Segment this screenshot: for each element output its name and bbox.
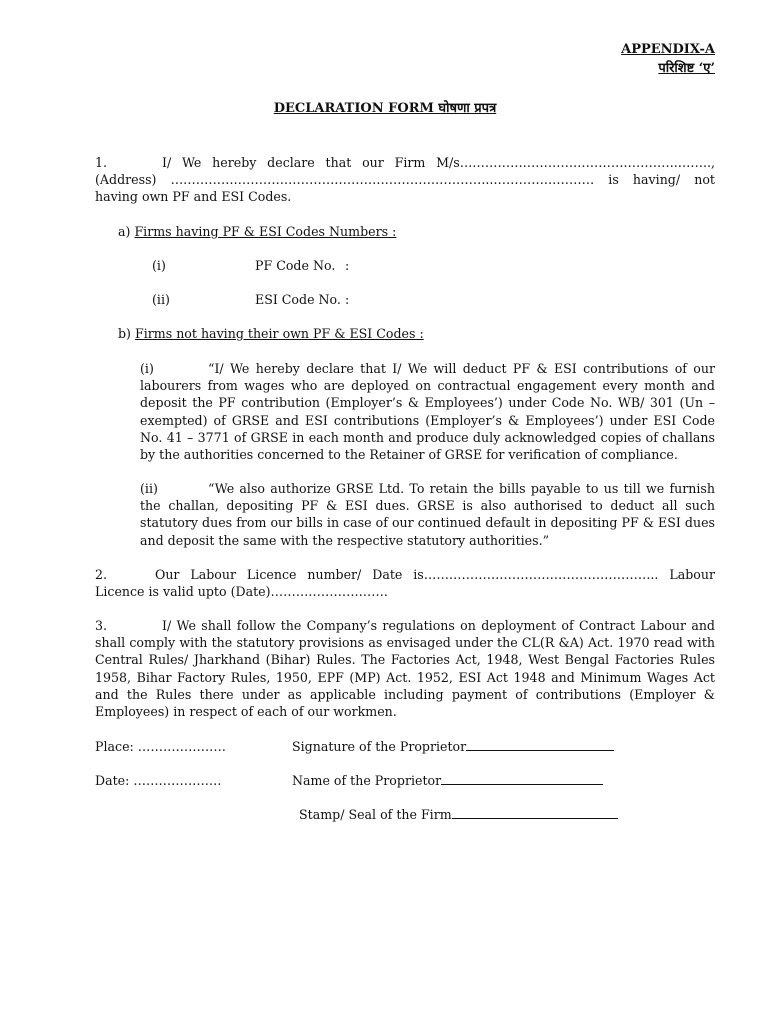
paragraph-1 bbox=[95, 154, 715, 206]
section-label: b) bbox=[118, 326, 131, 341]
paragraph-number: 3. bbox=[95, 618, 108, 633]
place-field: Place: ………………… bbox=[95, 739, 226, 754]
place-signature-row bbox=[95, 738, 715, 756]
appendix-label: APPENDIX-A bbox=[621, 42, 715, 57]
paragraph-text: Our Labour Licence number/ Date is……………………………………………….. Labour Licence is valid upto (Date)………………………. bbox=[95, 567, 715, 600]
form-title: DECLARATION FORM घोषणा प्रपत्र bbox=[273, 101, 497, 116]
appendix-label-hindi: परिशिष्ट ‘ए’ bbox=[658, 61, 715, 76]
paragraph-number: 2. bbox=[95, 567, 108, 582]
clause-text: “I/ We hereby declare that I/ We will deduct PF & ESI contributions of our labourers from wages who are deployed on contractual engagement every month and deposit the PF contribution (Employer’s & Employees’) under Code No. WB/ 301 (Un – exempted) of GRSE and ESI contributions (Employer’s & Employees’) under ESI Code No. 41 – 3771 of GRSE in each month and produce duly acknowledged copies of challans by the authorities concerned to the Retainer of GRSE for verification of compliance. bbox=[140, 361, 715, 463]
paragraph-3 bbox=[95, 617, 715, 720]
esi-code-row bbox=[152, 291, 452, 308]
section-heading: Firms having PF & ESI Codes Numbers : bbox=[134, 224, 397, 239]
signature-line bbox=[466, 738, 614, 751]
esi-code-label: ESI Code No. bbox=[255, 292, 341, 307]
signature-label: Signature of the Proprietor bbox=[292, 739, 467, 754]
paragraph-text: I/ We hereby declare that our Firm M/s…………………………………………….…….., (Address) …………………………………………………………………..…………………… is having/ not having own PF and ESI Codes. bbox=[95, 155, 715, 205]
clause-text: “We also authorize GRSE Ltd. To retain the bills payable to us till we furnish the challan, depositing PF & ESI dues. GRSE is also authorised to deduct all such statutory dues from our bills in case of our continued default in depositing PF & ESI dues and deposit the same with the respective statutory authorities.” bbox=[140, 481, 715, 548]
name-field bbox=[292, 772, 441, 789]
date-name-row bbox=[95, 772, 715, 790]
signature-field bbox=[292, 738, 466, 755]
item-number: (i) bbox=[152, 258, 166, 273]
declaration-clause-ii bbox=[140, 480, 715, 549]
item-number: (ii) bbox=[140, 481, 158, 496]
pf-code-row bbox=[152, 257, 452, 274]
paragraph-text: I/ We shall follow the Company’s regulations on deployment of Contract Labour and shall comply with the statutory provisions as envisaged under the CL(R &A) Act. 1970 read with Central Rules/ Jharkhand (Bihar) Rules. The Factories Act, 1948, West Bengal Factories Rules 1958, Bihar Factory Rules, 1950, EPF (MP) Act. 1952, ESI Act 1948 and Minimum Wages Act and the Rules there under as applicable including payment of contributions (Employer & Employees) in respect of each of our workmen. bbox=[95, 618, 715, 720]
section-b-heading bbox=[118, 325, 715, 342]
stamp-label: Stamp/ Seal of the Firm bbox=[299, 807, 452, 822]
name-label: Name of the Proprietor bbox=[292, 773, 442, 788]
name-line bbox=[441, 772, 603, 785]
item-number: (i) bbox=[140, 361, 154, 376]
section-label: a) bbox=[118, 224, 131, 239]
item-number: (ii) bbox=[152, 292, 170, 307]
stamp-field bbox=[299, 806, 452, 823]
item-separator: : bbox=[345, 292, 350, 307]
section-heading: Firms not having their own PF & ESI Codes : bbox=[135, 326, 424, 341]
paragraph-2 bbox=[95, 566, 715, 600]
appendix-header bbox=[621, 40, 715, 78]
section-a-heading bbox=[118, 223, 715, 240]
declaration-clause-i bbox=[140, 360, 715, 463]
date-field: Date: ………………… bbox=[95, 773, 222, 788]
stamp-row bbox=[95, 806, 715, 824]
pf-code-label: PF Code No. bbox=[255, 258, 336, 273]
item-separator: : bbox=[345, 258, 350, 273]
stamp-line bbox=[452, 806, 618, 819]
paragraph-number: 1. bbox=[95, 155, 108, 170]
